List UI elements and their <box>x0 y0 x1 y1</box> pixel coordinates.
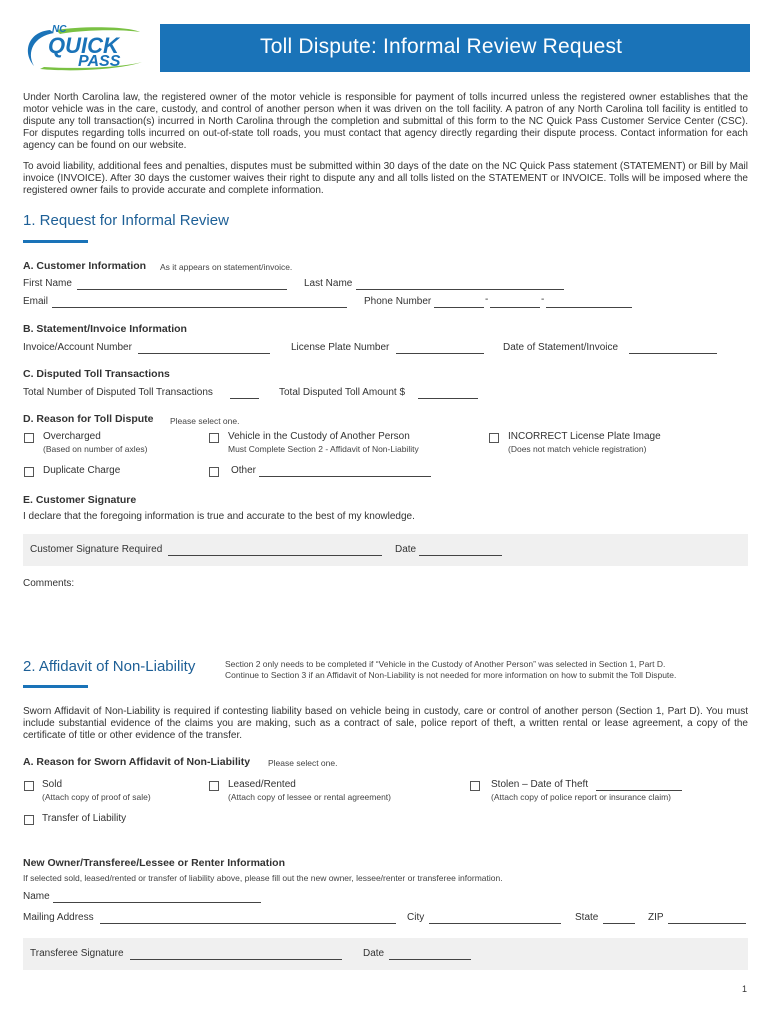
first-name-field[interactable] <box>77 289 287 290</box>
incorrect-plate-label: INCORRECT License Plate Image <box>508 431 661 442</box>
overcharged-label: Overcharged <box>43 431 101 442</box>
section-2-underline <box>23 685 88 688</box>
custody-note: Must Complete Section 2 - Affidavit of Non-Liability <box>228 444 419 454</box>
first-name-label: First Name <box>23 278 72 289</box>
logo-nc-text: NC <box>52 24 67 35</box>
account-number-label: Invoice/Account Number <box>23 342 132 353</box>
city-field[interactable] <box>429 923 561 924</box>
section-1c-heading: C. Disputed Toll Transactions <box>23 368 170 380</box>
phone-separator-2: - <box>541 294 545 305</box>
phone-prefix-field[interactable] <box>490 307 540 308</box>
sold-checkbox[interactable] <box>24 781 34 791</box>
section-2-note-1: Section 2 only needs to be completed if “Vehicle in the Custody of Another Person” was selected in Section 1, Part D. <box>225 659 666 669</box>
section-1-title: 1. Request for Informal Review <box>23 212 229 229</box>
stolen-checkbox[interactable] <box>470 781 480 791</box>
new-owner-name-label: Name <box>23 891 50 902</box>
email-field[interactable] <box>52 307 347 308</box>
leased-note: (Attach copy of lessee or rental agreement) <box>228 792 391 802</box>
comments-area[interactable] <box>23 593 748 643</box>
state-field[interactable] <box>603 923 635 924</box>
sold-note: (Attach copy of proof of sale) <box>42 792 151 802</box>
transfer-checkbox[interactable] <box>24 815 34 825</box>
affidavit-paragraph: Sworn Affidavit of Non-Liability is required if contesting liability based on vehicle being in custody, care or control of another person (Section 1, Part D). You must include substantial evidence of the claims you are making, such as a contract of sale, police report of theft, a written rental or lease agreement, a copy of the certificate of title or other evidence of the transfer. <box>23 706 748 741</box>
intro-paragraph-2: To avoid liability, additional fees and penalties, disputes must be submitted within 30 days of the date on the NC Quick Pass statement (STATEMENT) or Bill by Mail invoice (INVOICE). After 30 days the customer waives their right to dispute any and all tolls listed on the STATEMENT or INVOICE. Tolls will be imposed where the registered owner fails to provide accurate and complete information. <box>23 161 748 196</box>
overcharged-note: (Based on number of axles) <box>43 444 148 454</box>
section-1b-heading: B. Statement/Invoice Information <box>23 323 187 335</box>
section-2a-heading: A. Reason for Sworn Affidavit of Non-Liability <box>23 756 251 768</box>
section-2-note-2: Continue to Section 3 if an Affidavit of Non-Liability is not needed for more information on how to submit the Toll Dispute. <box>225 670 677 680</box>
section-2-title: 2. Affidavit of Non-Liability <box>23 658 196 675</box>
state-label: State <box>575 912 599 923</box>
mailing-address-label: Mailing Address <box>23 912 94 923</box>
duplicate-charge-checkbox[interactable] <box>24 467 34 477</box>
section-1a-note: As it appears on statement/invoice. <box>160 262 293 272</box>
zip-label: ZIP <box>648 912 664 923</box>
total-transactions-field[interactable] <box>230 398 259 399</box>
declaration-text: I declare that the foregoing information is true and accurate to the best of my knowledge. <box>23 511 415 522</box>
total-transactions-label: Total Number of Disputed Toll Transactions <box>23 387 213 398</box>
mailing-address-field[interactable] <box>100 923 396 924</box>
phone-area-field[interactable] <box>434 307 484 308</box>
zip-field[interactable] <box>668 923 746 924</box>
phone-separator-1: - <box>485 294 489 305</box>
overcharged-checkbox[interactable] <box>24 433 34 443</box>
intro-paragraph-1: Under North Carolina law, the registered owner of the motor vehicle is responsible for payment of tolls incurred unless the registered owner establishes that the motor vehicle was in the care, custody, and control of another person when it was driven on the toll facility. A patron of any North Carolina toll facility is entitled to dispute any toll transaction(s) incurred in North Carolina through the completion and submittal of this form to the NC Quick Pass Customer Service Center (CSC). For disputes regarding tolls incurred on out-of-state toll roads, you must contact that agency directly regarding their dispute process. Contact information for each agency can be found on our website. <box>23 92 748 151</box>
transferee-date-label: Date <box>363 948 385 959</box>
customer-signature-label: Customer Signature Required <box>30 544 163 555</box>
custody-label: Vehicle in the Custody of Another Person <box>228 431 410 442</box>
customer-signature-field[interactable] <box>168 555 382 556</box>
section-1-underline <box>23 240 88 243</box>
nc-quick-pass-logo <box>20 22 150 74</box>
statement-date-field[interactable] <box>629 353 717 354</box>
phone-line-field[interactable] <box>546 307 632 308</box>
license-plate-field[interactable] <box>396 353 484 354</box>
incorrect-plate-checkbox[interactable] <box>489 433 499 443</box>
transferee-signature-box <box>23 938 748 970</box>
leased-label: Leased/Rented <box>228 779 296 790</box>
email-label: Email <box>23 296 49 307</box>
phone-label: Phone Number <box>364 296 432 307</box>
theft-date-field[interactable] <box>596 790 682 791</box>
license-plate-label: License Plate Number <box>291 342 390 353</box>
signature-date-field[interactable] <box>419 555 502 556</box>
incorrect-plate-note: (Does not match vehicle registration) <box>508 444 647 454</box>
section-1d-heading: D. Reason for Toll Dispute <box>23 413 154 425</box>
duplicate-charge-label: Duplicate Charge <box>43 465 121 476</box>
comments-label: Comments: <box>23 578 75 589</box>
page-title: Toll Dispute: Informal Review Request <box>260 35 623 58</box>
new-owner-name-field[interactable] <box>53 902 261 903</box>
section-1a-heading: A. Customer Information <box>23 260 147 272</box>
transfer-label: Transfer of Liability <box>42 813 127 824</box>
transferee-signature-field[interactable] <box>130 959 342 960</box>
transferee-signature-label: Transferee Signature <box>30 948 124 959</box>
custody-checkbox[interactable] <box>209 433 219 443</box>
total-amount-field[interactable] <box>418 398 478 399</box>
total-amount-label: Total Disputed Toll Amount $ <box>279 387 406 398</box>
section-2a-note: Please select one. <box>268 758 338 768</box>
other-checkbox[interactable] <box>209 467 219 477</box>
page-number: 1 <box>742 984 748 994</box>
stolen-note: (Attach copy of police report or insurance claim) <box>491 792 671 802</box>
new-owner-note: If selected sold, leased/rented or transfer of liability above, please fill out the new owner, lessee/renter or transferee information. <box>23 873 503 883</box>
logo-pass-text: PASS <box>78 53 121 70</box>
section-1e-heading: E. Customer Signature <box>23 494 137 506</box>
last-name-field[interactable] <box>356 289 564 290</box>
other-label: Other <box>231 465 257 476</box>
statement-date-label: Date of Statement/Invoice <box>503 342 619 353</box>
stolen-label: Stolen – Date of Theft <box>491 779 589 790</box>
logo-quick-text: QUICK <box>48 33 119 58</box>
sold-label: Sold <box>42 779 63 790</box>
last-name-label: Last Name <box>304 278 353 289</box>
city-label: City <box>407 912 425 923</box>
account-number-field[interactable] <box>138 353 270 354</box>
transferee-date-field[interactable] <box>389 959 471 960</box>
signature-date-label: Date <box>395 544 417 555</box>
other-field[interactable] <box>259 476 431 477</box>
section-1d-note: Please select one. <box>170 416 240 426</box>
new-owner-heading: New Owner/Transferee/Lessee or Renter Information <box>23 857 285 869</box>
leased-checkbox[interactable] <box>209 781 219 791</box>
